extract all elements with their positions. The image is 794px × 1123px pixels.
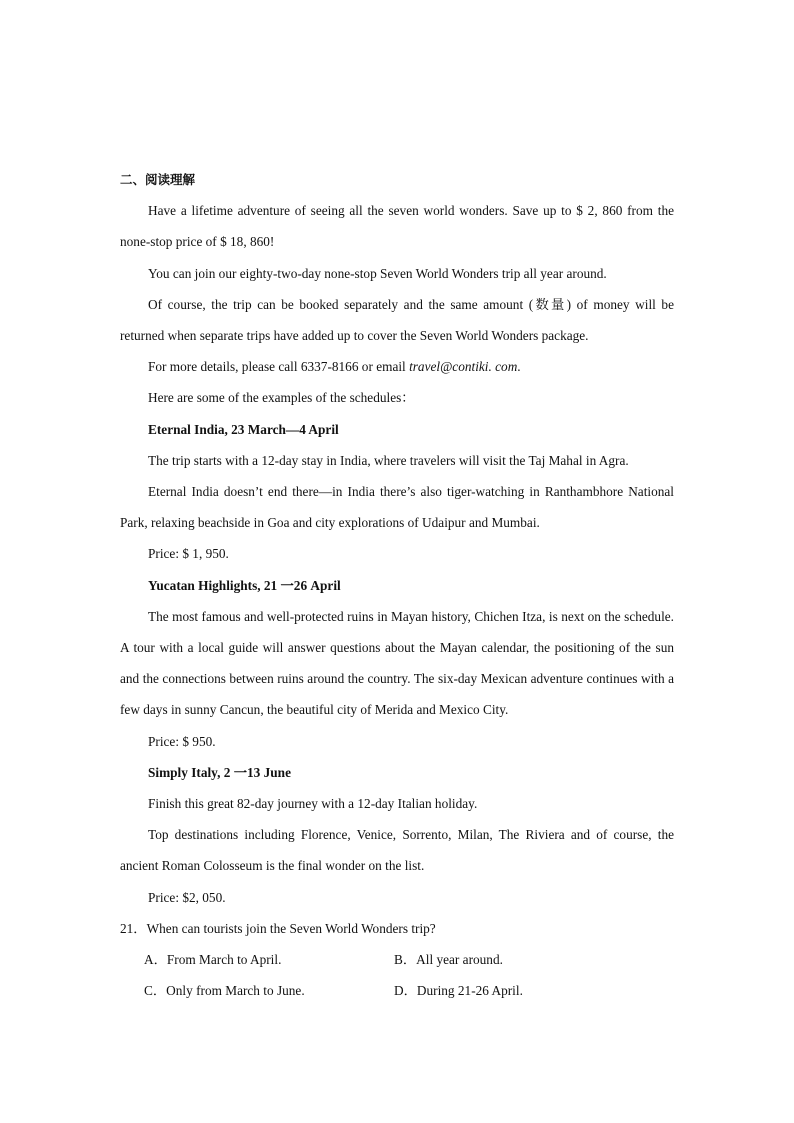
question-21: 21．When can tourists join the Seven World Wonders trip? xyxy=(120,920,436,936)
document-page xyxy=(120,164,674,1006)
schedule-yucatan-paragraph-1: The most famous and well-protected ruins in Mayan history, Chichen Itza, is next on the schedule. A tour with a local guide will answer questions about the Mayan calendar, the positioning of the sun and the connections between ruins around the country. The six-day Mexican adventure continues with a few days in sunny Cancun, the beautiful city of Merida and Mexico City. xyxy=(120,608,674,718)
contact-email: travel@contiki. com xyxy=(409,359,518,375)
schedule-title-yucatan: Yucatan Highlights, 21 一26 April xyxy=(148,577,341,593)
contact-suffix: . xyxy=(517,359,521,375)
option-b[interactable]: B．All year around. xyxy=(394,952,503,968)
schedule-yucatan-price: Price: $ 950. xyxy=(148,733,216,749)
schedule-india-paragraph-2: Eternal India doesn’t end there—in India there’s also tiger-watching in Ranthambhore National Park, relaxing beachside in Goa and city explorations of Udaipur and Mumbai. xyxy=(120,484,674,531)
option-a[interactable]: A．From March to April. xyxy=(144,952,282,968)
schedule-italy-price: Price: $2, 050. xyxy=(148,889,226,905)
schedules-intro: Here are some of the examples of the schedules： xyxy=(148,390,415,406)
intro-paragraph-1: Have a lifetime adventure of seeing all the seven world wonders. Save up to $ 2, 860 from the none-stop price of $ 18, 860! xyxy=(120,203,674,250)
schedule-title-india: Eternal India, 23 March—4 April xyxy=(148,421,339,437)
option-c[interactable]: C．Only from March to June. xyxy=(144,983,305,999)
schedule-india-paragraph-1: The trip starts with a 12-day stay in India, where travelers will visit the Taj Mahal in Agra. xyxy=(148,452,629,468)
intro-paragraph-2: You can join our eighty-two-day none-stop Seven World Wonders trip all year around. xyxy=(148,265,607,281)
answer-options xyxy=(120,944,674,1006)
schedule-italy-paragraph-1: Finish this great 82-day journey with a 12-day Italian holiday. xyxy=(148,796,478,812)
schedule-india-price: Price: $ 1, 950. xyxy=(148,546,229,562)
schedule-title-italy: Simply Italy, 2 一13 June xyxy=(148,764,291,780)
intro-paragraph-3: Of course, the trip can be booked separately and the same amount (数量) of money will be returned when separate trips have added up to cover the Seven World Wonders package. xyxy=(120,296,674,344)
contact-prefix: For more details, please call 6337-8166 or email xyxy=(148,359,410,375)
section-heading: 二、阅读理解 xyxy=(120,172,196,187)
option-d[interactable]: D．During 21-26 April. xyxy=(394,983,523,999)
contact-paragraph xyxy=(120,351,674,382)
schedule-italy-paragraph-2: Top destinations including Florence, Venice, Sorrento, Milan, The Riviera and of course, the ancient Roman Colosseum is the final wonder on the list. xyxy=(120,827,674,874)
